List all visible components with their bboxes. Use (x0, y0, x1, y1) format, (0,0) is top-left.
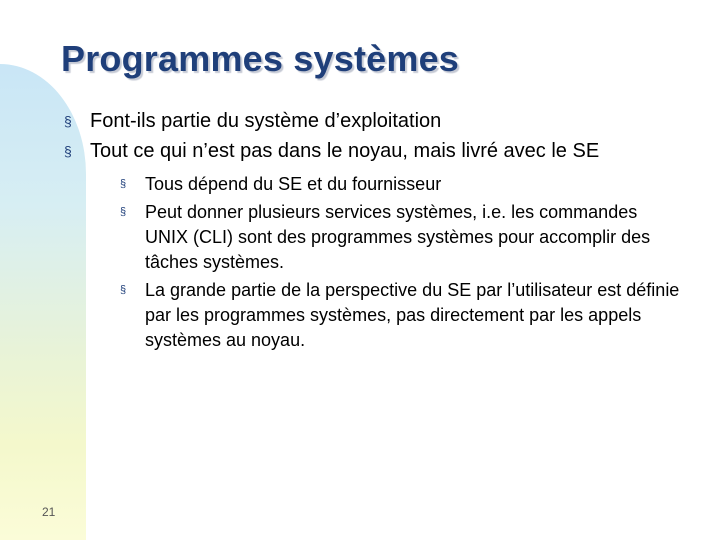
bullet-item (64, 138, 684, 165)
square-bullet-icon: § (120, 206, 127, 218)
square-bullet-icon: § (64, 113, 72, 129)
sub-bullet-item (120, 200, 684, 275)
square-bullet-icon: § (120, 284, 127, 296)
sub-bullet-text: La grande partie de la perspective du SE par l’utilisateur est définie par les programmes systèmes, pas directement par les appels systèmes au noyau. (145, 280, 680, 350)
sub-bullet-text: Tous dépend du SE et du fournisseur (145, 174, 442, 194)
sub-bullet-list (64, 172, 684, 353)
bullet-text: Tout ce qui n’est pas dans le noyau, mais livré avec le SE (90, 140, 600, 162)
slide-title: Programmes systèmes (61, 38, 460, 79)
page-number: 21 (42, 505, 56, 519)
square-bullet-icon: § (64, 143, 72, 159)
bullet-item (64, 108, 684, 135)
slide-body (64, 108, 684, 356)
bullet-text: Font-ils partie du système d’exploitation (90, 110, 442, 132)
sub-bullet-item (120, 172, 684, 197)
sub-bullet-text: Peut donner plusieurs services systèmes, i.e. les commandes UNIX (CLI) sont des programmes systèmes pour accomplir des tâches systèmes. (145, 202, 651, 272)
sub-bullet-item (120, 278, 684, 353)
square-bullet-icon: § (120, 178, 127, 190)
